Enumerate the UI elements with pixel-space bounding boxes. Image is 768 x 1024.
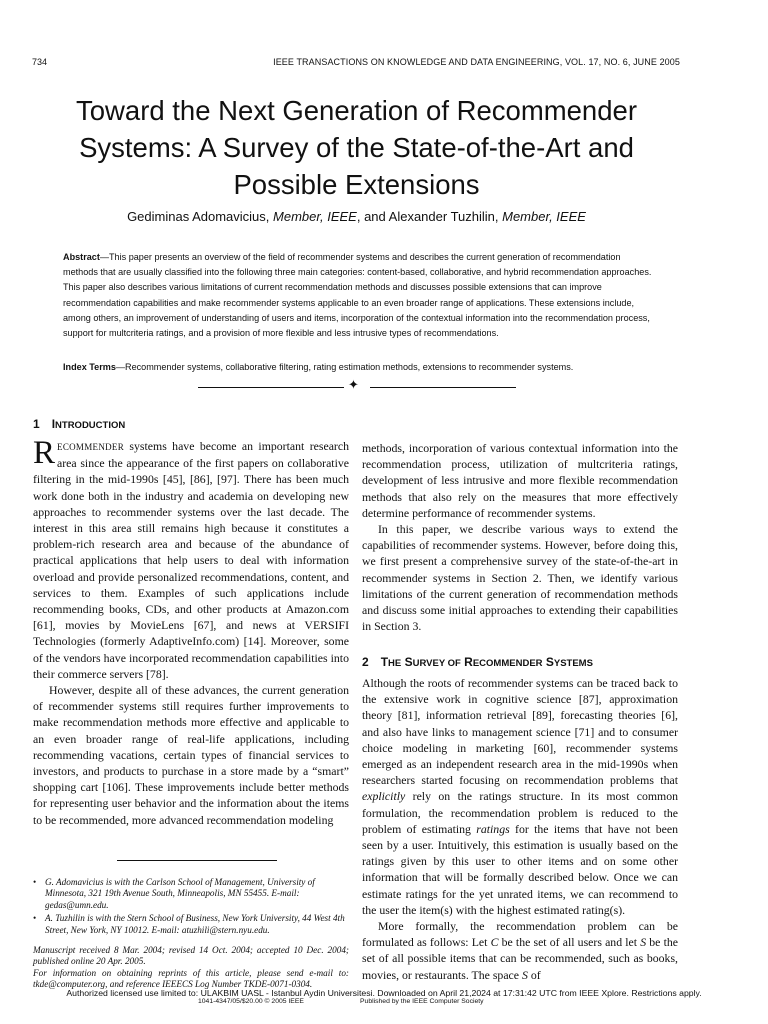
- index-terms-label: Index Terms: [63, 362, 116, 372]
- running-head: [32, 57, 680, 71]
- author-conjunction: , and Alexander Tuzhilin,: [356, 209, 499, 224]
- paragraph: In this paper, we describe various ways to extend the capabilities of recommender systems. However, before doing this, we first present a comprehensive survey of the state-of-the-art in recommender systems in Section 2. Then, we identify various limitations of the current generation of recommendation methods and discuss some initial approaches to extending their capabilities in Section 3.: [362, 522, 678, 634]
- journal-citation: IEEE TRANSACTIONS ON KNOWLEDGE AND DATA ENGINEERING, VOL. 17, NO. 6, JUNE 2005: [273, 57, 680, 67]
- body-column-right: [362, 440, 678, 634]
- title-line: Systems: A Survey of the State-of-the-Art and: [79, 132, 634, 163]
- body-column-left: [33, 435, 349, 828]
- drop-cap: R: [33, 435, 56, 471]
- footnotes: [33, 877, 349, 991]
- footnote-affiliation: • G. Adomavicius is with the Carlson School of Management, University of Minnesota, 321 19th Avenue South, Minneapolis, MN 55455. E-mail: gedas@umn.edu.: [33, 877, 315, 910]
- section-separator: [198, 377, 516, 392]
- index-terms-text: —Recommender systems, collaborative filtering, rating estimation methods, extensions to recommender systems.: [115, 362, 574, 372]
- author-affiliation: Member, IEEE: [273, 209, 357, 224]
- paragraph: methods, incorporation of various contextual information into the recommendation process, utilization of multcriteria ratings, development of less intrusive and more flexible recommendation methods that also rely on the measures that more effectively determine performance of recommender systems.: [362, 441, 678, 520]
- abstract-label: Abstract: [63, 252, 100, 262]
- section-heading: 2 THE SURVEY OF RECOMMENDER SYSTEMS: [362, 655, 593, 669]
- author-line: [0, 209, 713, 224]
- paragraph: Although the roots of recommender systems can be traced back to the extensive work in cognitive science [87], approximation theory [81], information retrieval [89], forecasting theories [6], and also have links to management science [71] and to consumer choice modeling in marketing [60], recommender systems emerged as an independent research area in the mid-1990s when researchers started focusing on recommendation problems that explicitly rely on the ratings structure. In its most common formulation, the recommendation problem is reduced to the problem of estimating ratings for the items that have not been seen by a user. Intuitively, this estimation is usually based on the ratings given by this user to other items and on some other information that will be formally described below. Once we can estimate ratings for the yet unrated items, we can recommend to the user the item(s) with the highest estimated rating(s).: [362, 676, 678, 917]
- abstract: [63, 250, 653, 341]
- separator-rule-left: [198, 387, 344, 388]
- bullet-icon: •: [33, 913, 37, 924]
- author-name: Gediminas Adomavicius,: [127, 209, 270, 224]
- footnote-rule: [117, 860, 277, 861]
- footnote-affiliation: • A. Tuzhilin is with the Stern School of Business, New York University, 44 West 4th Street, New York, NY 10012. E-mail: atuzhili@stern.nyu.edu.: [33, 913, 345, 935]
- reprint-info: For information on obtaining reprints of this article, please send e-mail to: tkde@computer.org, and reference IEEECS Log Number TKDE-0071-0304.: [33, 967, 349, 990]
- manuscript-history: Manuscript received 8 Mar. 2004; revised 14 Oct. 2004; accepted 10 Dec. 2004; published online 20 Apr. 2005.: [33, 945, 349, 967]
- title-line: Toward the Next Generation of Recommender: [76, 95, 637, 126]
- paper-title: [0, 92, 713, 203]
- title-line: Possible Extensions: [233, 169, 480, 200]
- license-notice: Authorized licensed use limited to: ULAKBIM UASL - Istanbul Aydin Universitesi. Downloaded on April 21,2024 at 17:31:42 UTC from IEEE Xplore. Restrictions apply.: [66, 988, 702, 998]
- separator-rule-right: [370, 387, 516, 388]
- paragraph: More formally, the recommendation problem can be formulated as follows: Let C be the set of all users and let S be the set of all possible items that can be recommended, such as books, movies, or restaurants. The space S of: [362, 919, 678, 982]
- section-number: 2: [362, 655, 369, 669]
- publisher-line: Published by the IEEE Computer Society: [360, 998, 484, 1005]
- index-terms: [63, 360, 653, 375]
- issn-copyright: 1041-4347/05/$20.00 © 2005 IEEE: [198, 998, 304, 1005]
- author-affiliation: Member, IEEE: [502, 209, 586, 224]
- section-number: 1: [33, 417, 40, 431]
- body-column-right-continued: [362, 675, 678, 983]
- separator-ornament: ✦: [348, 377, 359, 392]
- section-heading: 1 INTRODUCTION: [33, 417, 126, 431]
- bullet-icon: •: [33, 877, 37, 887]
- abstract-text: —This paper presents an overview of the field of recommender systems and describes the current generation of recommendation methods that are usually classified into the following three main categories: content-based, collaborative, and hybrid recommendation approaches. This paper also describes various limitations of current recommendation methods and discusses possible extensions that can improve recommendation capabilities and make recommender systems applicable to an even broader range of applications. These extensions include, among others, an improvement of understanding of users and items, incorporation of the contextual information into the recommendation process, support for multcriteria ratings, and a provision of more flexible and less intrusive types of recommendations.: [63, 252, 652, 339]
- paragraph: RECOMMENDER systems have become an important research area since the appearance of the first papers on collaborative filtering in the mid-1990s [45], [86], [97]. There has been much work done both in the industry and academia on developing new approaches to recommender systems over the last decade. The interest in this area still remains high because it constitutes a problem-rich research area and because of the abundance of practical applications that help users to deal with information overload and provide personalized recommendations, content, and services to them. Examples of such applications include recommending books, CDs, and other products at Amazon.com [61], movies by MovieLens [67], and news at VERSIFI Technologies (formerly AdaptiveInfo.com) [14]. Moreover, some of the vendors have incorporated recommendation capabilities into their commerce servers [78].: [33, 435, 349, 681]
- paragraph: However, despite all of these advances, the current generation of recommender systems still requires further improvements to make recommendation methods more effective and applicable to an even broader range of real-life applications, including recommending vacations, certain types of financial services to investors, and products to purchase in a store made by a “smart” shopping cart [106]. These improvements include better methods for representing user behavior and the information about the items to be recommended, more advanced recommendation modeling: [33, 683, 349, 827]
- page-number: 734: [32, 57, 48, 67]
